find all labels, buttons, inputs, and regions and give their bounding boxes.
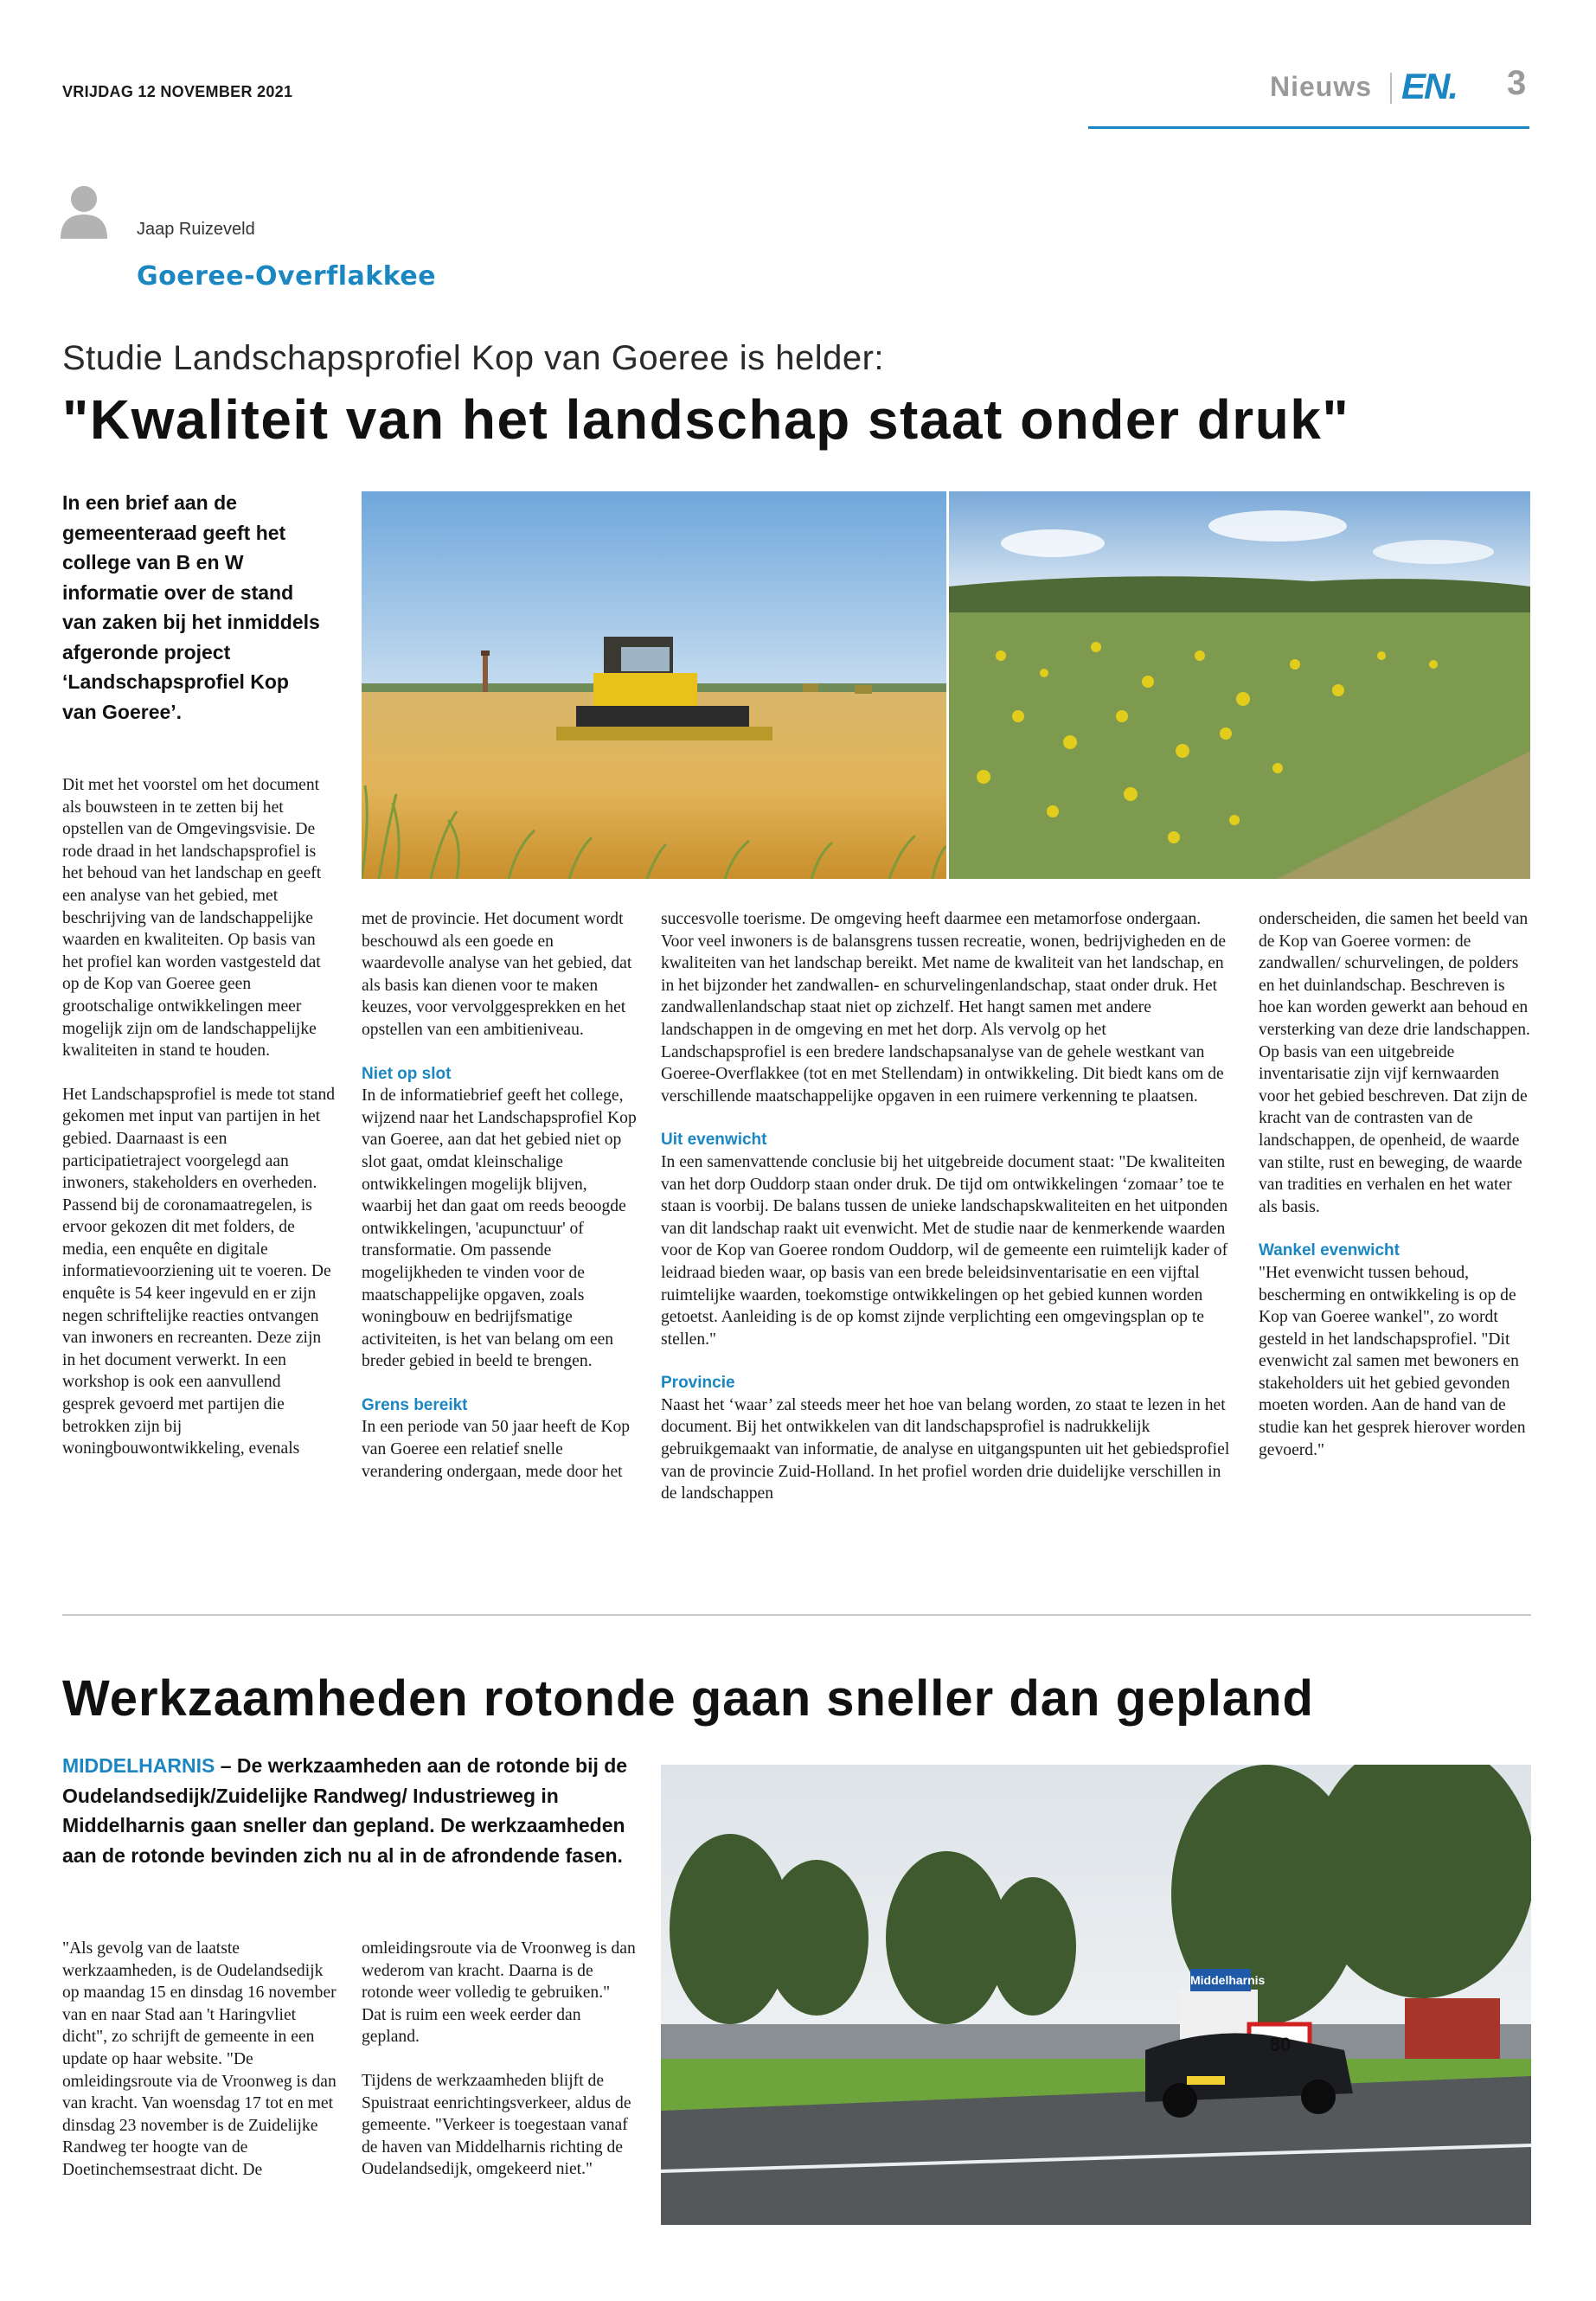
- place-sign: Middelharnis: [1190, 1969, 1251, 1991]
- article-column-1: [62, 774, 337, 1482]
- paragraph: "Als gevolg van de laatste werkzaamheden, is de Oudelandsedijk op maandag 15 en dinsdag 16 november van en naar Stad aan 't Haringvliet dicht", zo schrijft de gemeente in een update op haar website. "De omleidingsroute via de Vroonweg is dan van kracht. Van woensdag 17 tot en met dinsdag 23 november is de Zuidelijke Randweg ter hoogte van de Doetinchemsestraat dicht. De: [62, 1939, 337, 2179]
- header-rule: [1088, 126, 1529, 129]
- speed-sign: 80: [1269, 2034, 1292, 2055]
- article-column-4: [1259, 908, 1531, 1483]
- article2-lead: [62, 1751, 633, 1870]
- article-lead: In een brief aan de gemeenteraad geeft het college van B en W informatie over de stand van zaken bij het inmiddels afgeronde project ‘Landschapsprofiel Kop van Goeree’.: [62, 491, 320, 723]
- article-headline: "Kwaliteit van het landschap staat onder druk": [62, 388, 1350, 451]
- person-icon: [59, 183, 109, 239]
- page-number: 3: [1507, 64, 1527, 102]
- section-label[interactable]: Nieuws: [1270, 71, 1373, 102]
- article-kicker: Studie Landschapsprofiel Kop van Goeree is helder:: [62, 339, 885, 377]
- harvester-photo: [362, 491, 946, 879]
- paragraph: met de provincie. Het document wordt beschouwd als een goede en waardevolle analyse van het gebied, dat als basis kan dienen voor te maken keuzes, voor vervolggesprekken en het opstellen van een ambitieniveau.: [362, 910, 632, 1039]
- issue-date: VRIJDAG 12 NOVEMBER 2021: [62, 83, 293, 100]
- paragraph: onderscheiden, die samen het beeld van de Kop van Goeree vormen: de zandwallen/ schurvelingen, de polders en het duinlandschap. Beschreven is hoe kan worden gewerkt aan behoud en versterking van deze drie landschappen. Op basis van een uitgebreide inventarisatie zijn vijf kernwaarden voor het gebied beschreven. Dat zijn de kracht van de contrasten van de landschappen, de openheid, de waarde van stilte, rust en beweging, de waarde van tradities en verhalen en het water als basis.: [1259, 910, 1530, 1216]
- article2-headline: Werkzaamheden rotonde gaan sneller dan gepland: [62, 1670, 1314, 1727]
- article-divider: [62, 1614, 1531, 1616]
- paragraph: succesvolle toerisme. De omgeving heeft daarmee een metamorfose ondergaan. Voor veel inwoners is de balansgrens tussen recreatie, wonen, bedrijvigheden en de kwaliteiten van het landschap bereikt. Met name de kwaliteit van het landschap, en in het bijzonder het zandwallen- en schurvelingenlandschap, staat onder druk. Het zandwallenlandschap staat niet op zichzelf. Het hangt samen met andere landschappen in de omgeving en met het dorp. Als vervolg op het Landschapsprofiel is een bredere landschapsanalyse van de gehele westkant van Goeree-Overflakkee (tot en met Stellendam) in ontwikkeling. Dit biedt kans om de verschillende maatschappelijke opgaven in een ruimere verkenning te plaatsen.: [661, 910, 1227, 1106]
- paragraph: In een periode van 50 jaar heeft de Kop van Goeree een relatief snelle verandering ondergaan, mede door het: [362, 1418, 631, 1481]
- author-name: Jaap Ruizeveld: [137, 220, 255, 239]
- subheading: Uit evenwicht: [661, 1131, 767, 1150]
- paragraph: In een samenvattende conclusie bij het uitgebreide document staat: "De kwaliteiten van het dorp Ouddorp staan onder druk. De tijd om ontwikkelingen ‘zomaar’ toe te staan is voorbij. De balans tussen de unieke landschapskwaliteiten en het uitponden van dit landschap raakt uit evenwicht. Met de studie naar de kenmerkende waarden voor de Kop van Goeree rondom Ouddorp, wil de gemeente een ruimtelijk kader of leidraad bieden waar, op basis van een brede beleidsinventarisatie en een vijftal ruimtelijke waarden, toekomstige ontwikkelingen op het gebied kunnen worden getoetst. Aanleiding is de op komst zijnde verplichting een omgevingsplan op te stellen.": [661, 1152, 1228, 1349]
- paragraph: Dit met het voorstel om het document als bouwsteen in te zetten bij het opstellen van de Omgevingsvisie. De rode draad in het landschapsprofiel is het behoud van het landschap en geeft een analyse van het gebied, met beschrijving van de landschappelijke waarden en kwaliteiten. Op basis van het profiel kan worden vastgesteld dat op de Kop van Goeree geen grootschalige ontwikkelingen meer mogelijk zijn om de landschappelijke kwaliteiten in stand te houden.: [62, 776, 322, 1061]
- article2-column-1: [62, 1938, 339, 2203]
- roundabout-photo: [661, 1765, 1531, 2225]
- article-column-3: [661, 908, 1232, 1527]
- article2-column-2: [362, 1938, 638, 2202]
- paragraph: Naast het ‘waar’ zal steeds meer het hoe van belang worden, zo staat te lezen in het document. Bij het ontwikkelen van dit landschapsprofiel is nadrukkelijk gebruikgemaakt van informatie, de analyse en uitgangspunten uit het gebiedsprofiel van de provincie Zuid-Holland. In het profiel worden drie duidelijke verschillen in de landschappen: [661, 1395, 1230, 1503]
- subheading: Wankel evenwicht: [1259, 1241, 1400, 1260]
- subheading: Grens bereikt: [362, 1395, 468, 1414]
- subheading: Niet op slot: [362, 1064, 452, 1083]
- paragraph: In de informatiebrief geeft het college, wijzend naar het Landschapsprofiel Kop van Goeree, aan dat het gebied niet op slot gaat, omdat kleinschalige ontwikkelingen mogelijk blijven, waarbij het dan gaat om reeds beoogde ontwikkelingen, 'acupunctuur' of transformatie. Om passende mogelijkheden te vinden voor de maatschappelijke opgaven, zoals woningbouw en bedrijfsmatige activiteiten, is het van belang om een breder gebied in beeld te brengen.: [362, 1086, 637, 1371]
- article-column-2: [362, 908, 637, 1504]
- paragraph: Tijdens de werkzaamheden blijft de Spuistraat eenrichtingsverkeer, aldus de gemeente. "Verkeer is toegestaan vanaf de haven van Middelharnis richting de Oudelandsedijk, omgekeerd niet.": [362, 2071, 631, 2179]
- region-label[interactable]: Goeree-Overflakkee: [137, 261, 437, 292]
- landscape-photo: [949, 491, 1530, 879]
- paragraph: "Het evenwicht tussen behoud, bescherming en ontwikkeling is op de Kop van Goeree wankel", zo wordt gesteld in het landschapsprofiel. "Dit evenwicht zal samen met bewoners en stakeholders uit het gebied gevonden moeten worden. Aan de hand van de studie kan het gesprek hierover worden gevoerd.": [1259, 1263, 1526, 1459]
- newspaper-logo[interactable]: EN.: [1401, 66, 1458, 106]
- section-divider: [1390, 73, 1392, 104]
- paragraph: Het Landschapsprofiel is mede tot stand gekomen met input van partijen in het gebied. Daarnaast is een participatietraject voorgelegd aan inwoners, stakeholders en overheden. Passend bij de coronamaatregelen, is ervoor gekozen dit met folders, de media, een enquête en digitale informatievoorziening uit te voeren. De enquête is 54 keer ingevuld en er zijn negen schriftelijke reacties ontvangen van inwoners en recreanten. Deze zijn in het document verwerkt. In een workshop is ook een aanvullend gesprek gevoerd met partijen die betrokken zijn bij woningbouwontwikkeling, evenals: [62, 1085, 336, 1458]
- lead-text: – De werkzaamheden aan de rotonde bij de Oudelandsedijk/Zuidelijke Randweg/ Industrieweg in Middelharnis gaan sneller dan gepland. De werkzaamheden aan de rotonde bevinden zich nu al in de afrondende fasen.: [62, 1754, 628, 1867]
- dateline-place: MIDDELHARNIS: [62, 1754, 215, 1777]
- paragraph: omleidingsroute via de Vroonweg is dan wederom van kracht. Daarna is de rotonde weer volledig te gebruiken." Dat is ruim een week eerder dan gepland.: [362, 1939, 636, 2047]
- subheading: Provincie: [661, 1374, 735, 1393]
